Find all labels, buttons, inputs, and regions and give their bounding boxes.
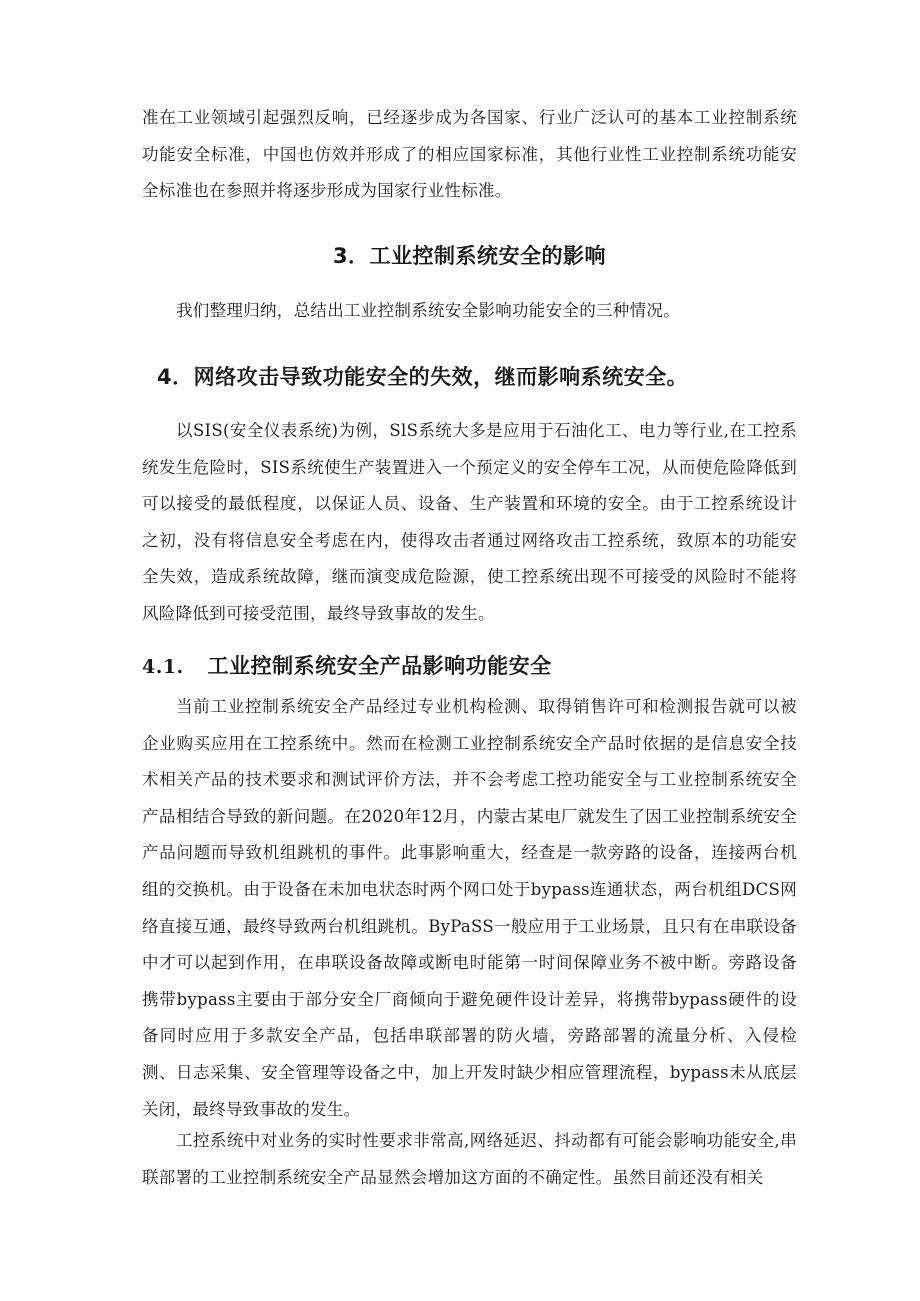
- paragraph-realtime: 工控系统中对业务的实时性要求非常高,网络延迟、抖动都有可能会影响功能安全,串联部署的工业控制系统安全产品显然会增加这方面的不确定性。虽然目前还没有相关: [142, 1131, 797, 1187]
- heading-number: 4.1.: [142, 656, 184, 678]
- paragraph-summary: 我们整理归纳，总结出工业控制系统安全影响功能安全的三种情况。: [176, 301, 680, 320]
- paragraph-products: 当前工业控制系统安全产品经过专业机构检测、取得销售许可和检测报告就可以被企业购买应用在工控系统中。然而在检测工业控制系统安全产品时依据的是信息安全技术相关产品的技术要求和测试评价方法，并不会考虑工控功能安全与工业控制系统安全产品相结合导致的新问题。在2020年12月，内蒙古某电厂就发生了因工业控制系统安全产品问题而导致机组跳机的事件。此事影响重大，经查是一款旁路的设备，连接两台机组的交换机。由于设备在未加电状态时两个网口处于bypass连通状态，两台机组DCS网络直接互通，最终导致两台机组跳机。ByPaSS一般应用于工业场景，且只有在串联设备中才可以起到作用，在串联设备故障或断电时能第一时间保障业务不被中断。旁路设备携带bypass主要由于部分安全厂商倾向于避免硬件设计差异，将携带bypass硬件的设备同时应用于多款安全产品，包括串联部署的防火墙，旁路部署的流量分析、入侵检测、日志采集、安全管理等设备之中，加上开发时缺少相应管理流程，bypass未从底层关闭，最终导致事故的发生。: [142, 697, 797, 1119]
- heading-section-3: 3．工业控制系统安全的影响: [332, 244, 607, 268]
- paragraph-intro: 准在工业领域引起强烈反响，已经逐步成为各国家、行业广泛认可的基本工业控制系统功能安全标准，中国也仿效并形成了的相应国家标准，其他行业性工业控制系统功能安全标准也在参照并将逐步形成为国家行业性标准。: [142, 108, 797, 201]
- heading-section-4-1: [142, 650, 552, 680]
- heading-section-4: 4．网络攻击导致功能安全的失效，继而影响系统安全。: [157, 365, 689, 389]
- paragraph-sis: 以SIS(安全仪表系统)为例，SlS系统大多是应用于石油化工、电力等行业,在工控系统发生危险时，SIS系统使生产装置进入一个预定义的安全停车工况，从而使危险降低到可以接受的最低程度，以保证人员、设备、生产装置和环境的安全。由于工控系统设计之初，没有将信息安全考虑在内，使得攻击者通过网络攻击工控系统，致原本的功能安全失效，造成系统故障，继而演变成危险源，使工控系统出现不可接受的风险时不能将风险降低到可接受范围，最终导致事故的发生。: [142, 421, 797, 623]
- heading-title: 工业控制系统安全产品影响功能安全: [207, 654, 552, 678]
